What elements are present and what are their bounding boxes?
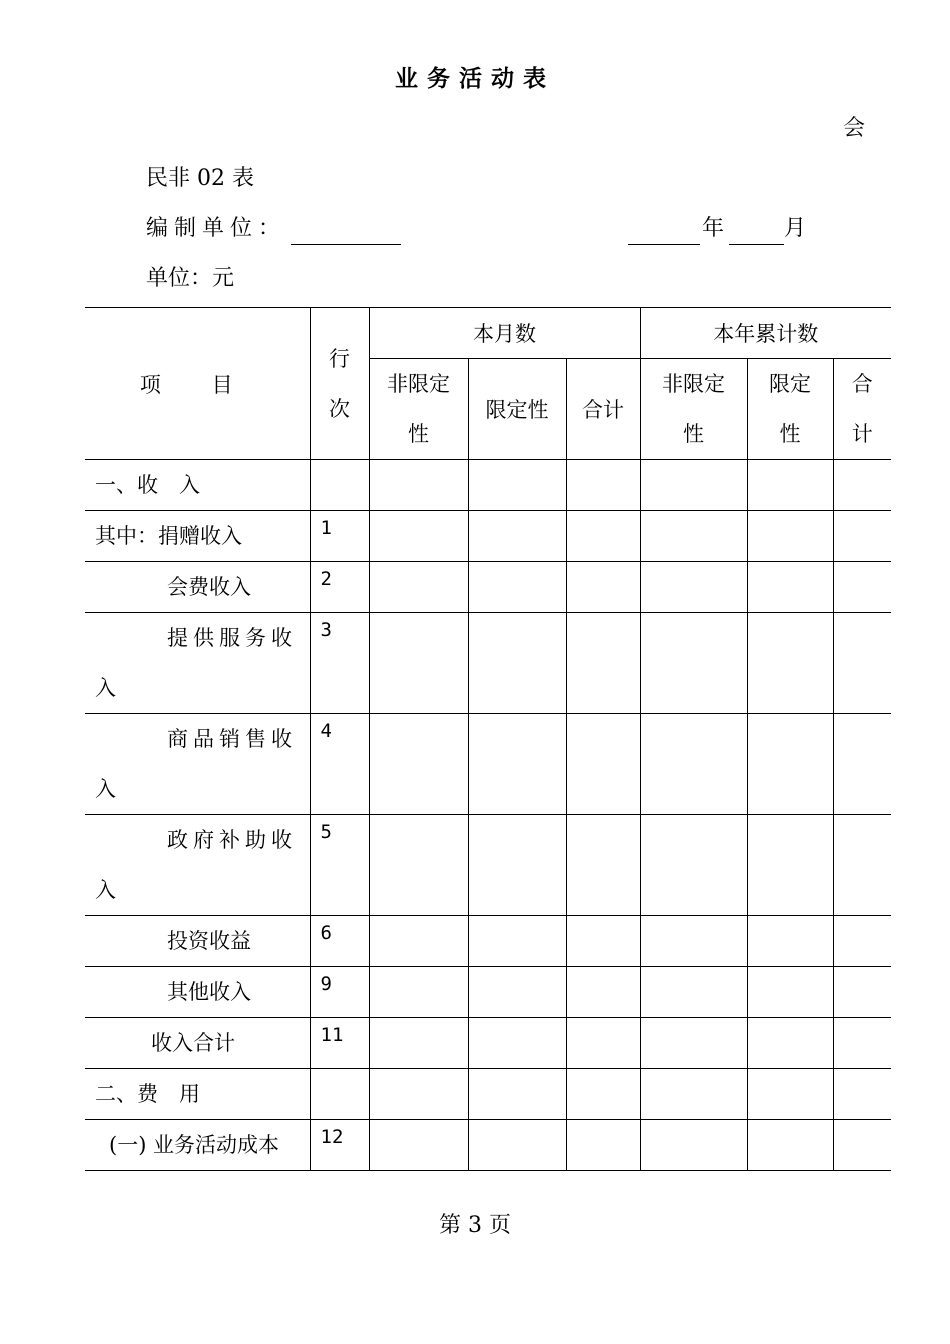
value-cell[interactable] (468, 1018, 566, 1069)
value-cell[interactable] (369, 714, 468, 815)
value-cell[interactable] (566, 613, 640, 714)
header-text: 非限定 (662, 372, 726, 396)
value-cell[interactable] (468, 460, 566, 511)
line-no: 5 (320, 821, 332, 843)
header-text: 性 (779, 422, 801, 446)
value-cell[interactable] (369, 511, 468, 562)
value-cell[interactable] (468, 511, 566, 562)
line-no-cell (310, 562, 369, 613)
item-label-line1: 提供服务收 (167, 626, 297, 650)
table-row (85, 967, 891, 1018)
value-cell[interactable] (468, 967, 566, 1018)
value-cell[interactable] (640, 916, 747, 967)
line-no-cell (310, 613, 369, 714)
item-cell (85, 967, 310, 1018)
table-row (85, 511, 891, 562)
value-cell[interactable] (833, 815, 891, 916)
value-cell[interactable] (369, 613, 468, 714)
value-cell[interactable] (566, 511, 640, 562)
corner-text: 会 (843, 116, 866, 141)
year-label: 年 (702, 216, 725, 241)
header-item (85, 308, 310, 460)
value-cell[interactable] (747, 460, 833, 511)
value-cell[interactable] (369, 460, 468, 511)
value-cell[interactable] (468, 562, 566, 613)
value-cell[interactable] (747, 562, 833, 613)
header-text: 限定 (769, 372, 812, 396)
line-no-cell (310, 714, 369, 815)
line-no-cell (310, 1120, 369, 1171)
value-cell[interactable] (640, 460, 747, 511)
line-no: 3 (320, 619, 332, 641)
table-row (85, 1120, 891, 1171)
header-line-no-bottom: 次 (329, 396, 350, 421)
line-no-cell (310, 1069, 369, 1120)
header-text: 合 (851, 372, 873, 396)
item-label: (一) 业务活动成本 (109, 1133, 280, 1157)
item-label: 会费收入 (167, 575, 251, 599)
table-row (85, 916, 891, 967)
item-cell (85, 460, 310, 511)
value-cell[interactable] (833, 1018, 891, 1069)
header-text: 性 (408, 422, 429, 446)
value-cell[interactable] (566, 714, 640, 815)
header-item-label: 项 目 (139, 372, 255, 397)
item-label-line2: 入 (95, 777, 116, 801)
line-no-cell (310, 460, 369, 511)
item-cell (85, 714, 310, 815)
item-label (85, 815, 310, 915)
line-no: 1 (320, 517, 332, 539)
value-cell[interactable] (566, 916, 640, 967)
line-no-cell (310, 1018, 369, 1069)
table-row (85, 714, 891, 815)
value-cell[interactable] (369, 967, 468, 1018)
header-row-top (85, 308, 891, 359)
value-cell[interactable] (369, 562, 468, 613)
header-year-total (833, 359, 891, 460)
table-row (85, 562, 891, 613)
value-cell[interactable] (640, 967, 747, 1018)
value-cell[interactable] (747, 1018, 833, 1069)
value-cell[interactable] (747, 613, 833, 714)
line-no: 12 (320, 1126, 344, 1148)
value-cell[interactable] (747, 714, 833, 815)
value-cell[interactable] (369, 916, 468, 967)
value-cell[interactable] (833, 1069, 891, 1120)
value-cell[interactable] (640, 511, 747, 562)
value-cell[interactable] (833, 1120, 891, 1171)
value-cell[interactable] (833, 613, 891, 714)
value-cell[interactable] (747, 916, 833, 967)
org-label: 编制单位： (146, 216, 287, 241)
item-label-line1: 商品销售收 (167, 727, 297, 751)
header-month-restricted: 限定性 (468, 359, 566, 460)
value-cell[interactable] (747, 967, 833, 1018)
line-no-cell (310, 967, 369, 1018)
item-label: 投资收益 (167, 929, 251, 953)
line-no: 11 (320, 1024, 344, 1046)
value-cell[interactable] (369, 1018, 468, 1069)
page-title: 业务活动表 (395, 65, 555, 92)
table-row (85, 613, 891, 714)
item-label: 收入合计 (151, 1031, 235, 1055)
item-label-line2: 入 (95, 676, 116, 700)
header-line-no (310, 308, 369, 460)
value-cell[interactable] (468, 714, 566, 815)
line-no-cell (310, 916, 369, 967)
value-cell[interactable] (833, 916, 891, 967)
header-month-unrestricted (369, 359, 468, 460)
header-month-total: 合计 (566, 359, 640, 460)
value-cell[interactable] (833, 967, 891, 1018)
value-cell[interactable] (369, 1069, 468, 1120)
item-label: 一、收 入 (95, 473, 200, 497)
table-row (85, 1069, 891, 1120)
value-cell[interactable] (833, 511, 891, 562)
item-label (85, 613, 310, 713)
value-cell[interactable] (566, 1069, 640, 1120)
value-cell[interactable] (833, 714, 891, 815)
line-no: 4 (320, 720, 332, 742)
value-cell[interactable] (468, 815, 566, 916)
header-line-no-top: 行 (329, 346, 350, 371)
value-cell[interactable] (747, 511, 833, 562)
table-row (85, 460, 891, 511)
item-label: 其中：捐赠收入 (95, 524, 242, 548)
header-text: 计 (851, 422, 873, 446)
value-cell[interactable] (747, 1069, 833, 1120)
item-cell (85, 815, 310, 916)
value-cell[interactable] (468, 1120, 566, 1171)
item-label-line2: 入 (95, 878, 116, 902)
table-row (85, 815, 891, 916)
value-cell[interactable] (640, 613, 747, 714)
value-cell[interactable] (640, 1120, 747, 1171)
value-cell[interactable] (833, 562, 891, 613)
item-cell (85, 916, 310, 967)
item-label: 其他收入 (167, 980, 251, 1004)
value-cell[interactable] (640, 1018, 747, 1069)
item-cell (85, 511, 310, 562)
org-name-field[interactable] (291, 219, 401, 245)
value-cell[interactable] (747, 1120, 833, 1171)
item-label: 二、费 用 (95, 1082, 200, 1106)
item-label-line1: 政府补助收 (167, 828, 297, 852)
item-cell (85, 1018, 310, 1069)
item-cell (85, 1120, 310, 1171)
value-cell[interactable] (468, 613, 566, 714)
value-cell[interactable] (468, 1069, 566, 1120)
line-no-cell (310, 511, 369, 562)
value-cell[interactable] (566, 562, 640, 613)
header-year-group: 本年累计数 (640, 308, 891, 359)
line-no-cell (310, 815, 369, 916)
header-year-unrestricted (640, 359, 747, 460)
year-field[interactable] (628, 219, 700, 245)
item-label (85, 714, 310, 814)
value-cell[interactable] (640, 714, 747, 815)
value-cell[interactable] (747, 815, 833, 916)
month-label: 月 (784, 216, 807, 241)
value-cell[interactable] (369, 1120, 468, 1171)
line-no: 9 (320, 973, 332, 995)
unit-label: 单位：元 (146, 266, 235, 291)
value-cell[interactable] (640, 815, 747, 916)
activity-report-table (85, 307, 891, 1171)
value-cell[interactable] (640, 562, 747, 613)
header-year-restricted (747, 359, 833, 460)
month-field[interactable] (729, 219, 784, 245)
item-cell (85, 613, 310, 714)
item-cell (85, 562, 310, 613)
header-month-group: 本月数 (369, 308, 640, 359)
value-cell[interactable] (566, 1120, 640, 1171)
page-number: 第 3 页 (439, 1213, 511, 1238)
form-number: 民非 02 表 (146, 166, 254, 191)
value-cell[interactable] (369, 815, 468, 916)
header-text: 性 (683, 422, 705, 446)
line-no: 6 (320, 922, 332, 944)
value-cell[interactable] (566, 815, 640, 916)
value-cell[interactable] (566, 967, 640, 1018)
line-no: 2 (320, 568, 332, 590)
value-cell[interactable] (640, 1069, 747, 1120)
value-cell[interactable] (468, 916, 566, 967)
value-cell[interactable] (566, 1018, 640, 1069)
value-cell[interactable] (833, 460, 891, 511)
item-cell (85, 1069, 310, 1120)
header-text: 非限定 (387, 372, 450, 396)
table-row (85, 1018, 891, 1069)
value-cell[interactable] (566, 460, 640, 511)
